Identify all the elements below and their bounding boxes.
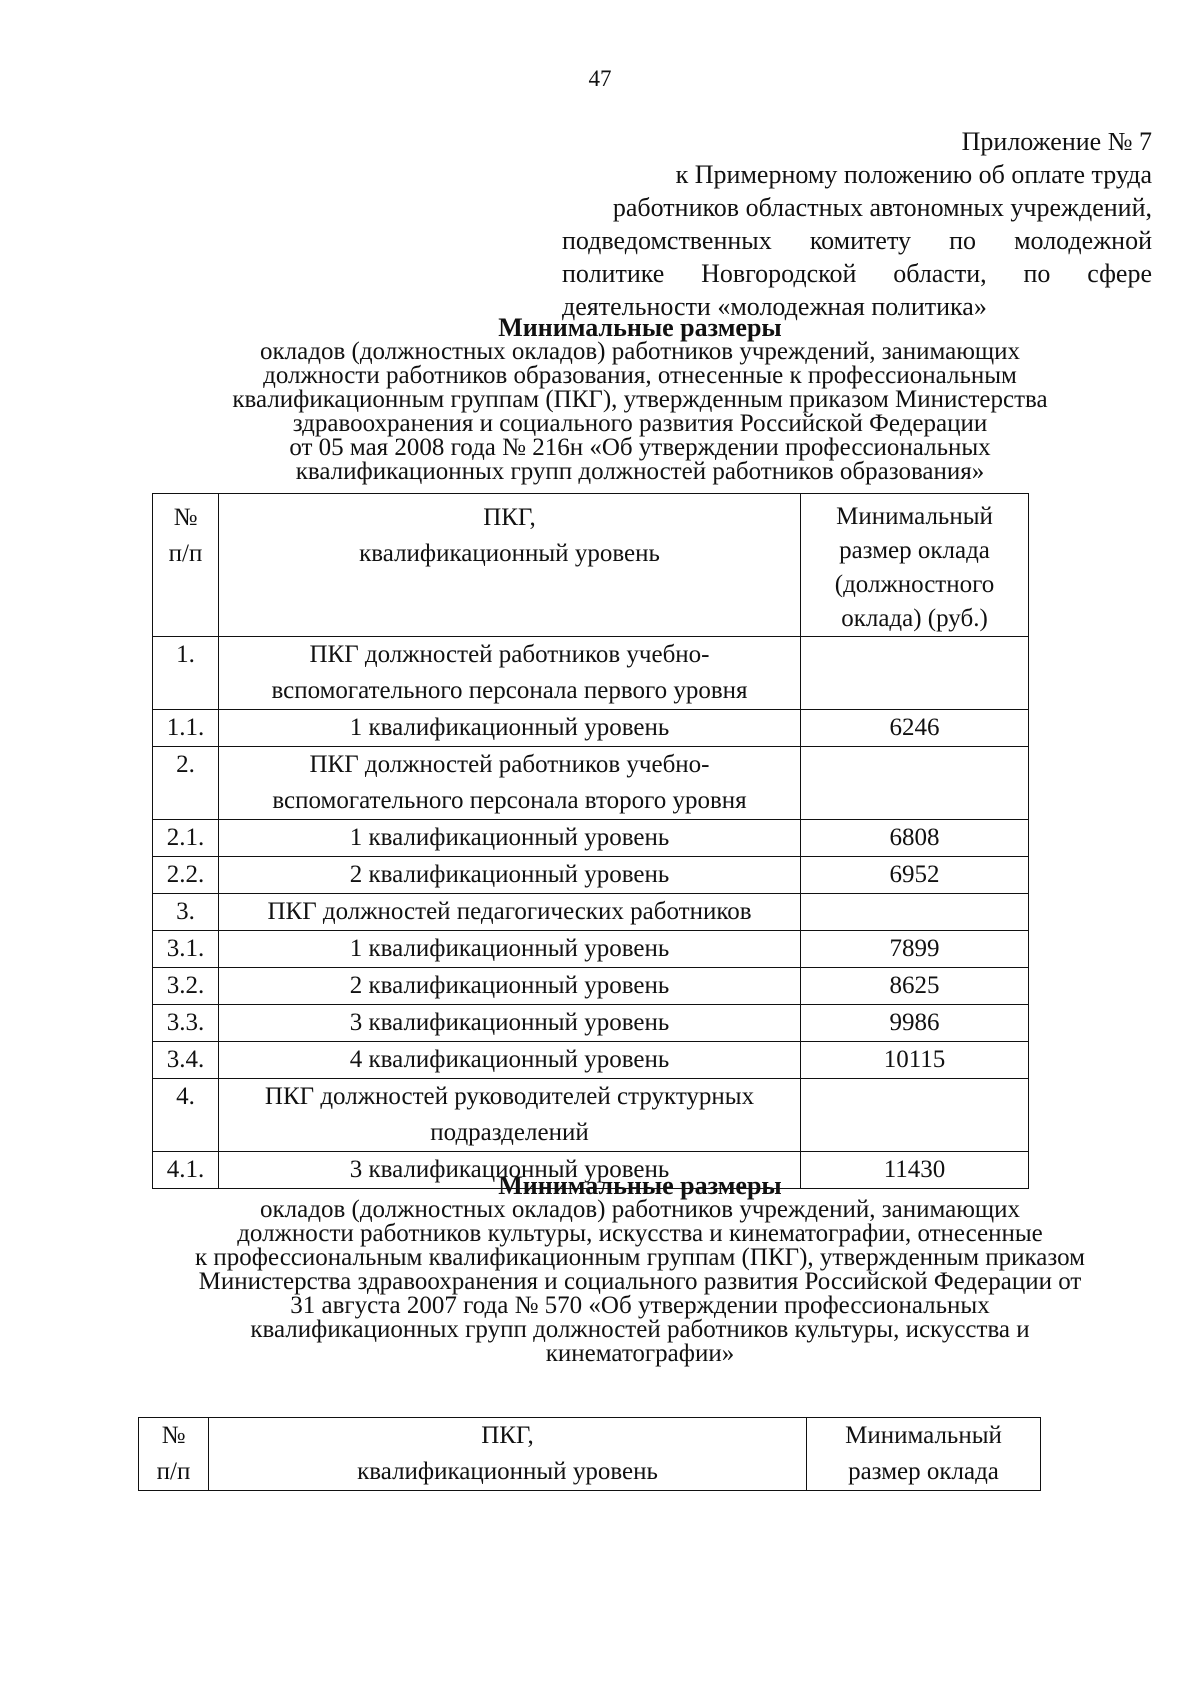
section1-line: от 05 мая 2008 года № 216н «Об утверждении профессиональных: [289, 434, 991, 461]
row-name: [219, 1079, 801, 1152]
table-row: [153, 857, 1029, 894]
table-row: [153, 747, 1029, 820]
row-name-line: ПКГ должностей руководителей структурных: [264, 1083, 755, 1110]
table-row: [153, 968, 1029, 1005]
table2-header-name: [209, 1418, 807, 1491]
appendix-line-text: политике Новгородской области, по сфере: [562, 259, 1152, 288]
header-text: п/п: [168, 540, 203, 567]
section1-title: [150, 313, 1130, 485]
row-name: [219, 894, 801, 931]
row-number: 3.3.: [153, 1005, 219, 1042]
section2-line: квалификационных групп должностей работников культуры, искусства и: [250, 1316, 1030, 1343]
row-name: [219, 857, 801, 894]
row-name-line: подразделений: [430, 1119, 589, 1146]
header-text: квалификационный уровень: [359, 540, 660, 567]
header-text: квалификационный уровень: [357, 1458, 658, 1485]
row-name: [219, 1042, 801, 1079]
row-number: 3.2.: [153, 968, 219, 1005]
header-text: №: [173, 504, 198, 531]
table1-header-row: [153, 494, 1029, 637]
appendix-to: к Примерному положению об оплате труда: [675, 160, 1152, 189]
row-value: [801, 747, 1029, 820]
row-value: 6952: [801, 857, 1029, 894]
row-name: [219, 637, 801, 710]
row-name-line: 4 квалификационный уровень: [349, 1046, 670, 1073]
row-name: [219, 1005, 801, 1042]
header-text: №: [161, 1422, 186, 1449]
table1: [152, 493, 1029, 1189]
row-name-line: 1 квалификационный уровень: [349, 935, 670, 962]
header-text: п/п: [156, 1458, 191, 1485]
table2-header-num: [139, 1418, 209, 1491]
appendix-line: [562, 257, 1152, 290]
row-name-line: 3 квалификационный уровень: [349, 1009, 670, 1036]
table-row: [153, 931, 1029, 968]
row-number: 1.1.: [153, 710, 219, 747]
row-value: [801, 894, 1029, 931]
row-number: 1.: [153, 637, 219, 710]
row-name: [219, 747, 801, 820]
table-row: [153, 1079, 1029, 1152]
row-value: 11430: [801, 1152, 1029, 1189]
row-name-line: 3 квалификационный уровень: [349, 1156, 670, 1183]
row-name: [219, 968, 801, 1005]
table-row: [153, 894, 1029, 931]
section2-heading: Минимальные размеры: [498, 1171, 782, 1200]
table-row: [153, 710, 1029, 747]
row-name-line: вспомогательного персонала второго уровня: [272, 787, 747, 814]
row-number: 4.: [153, 1079, 219, 1152]
section1-line: квалификационным группам (ПКГ), утвержденным приказом Министерства: [232, 386, 1048, 413]
row-number: 3.4.: [153, 1042, 219, 1079]
row-name-line: 1 квалификационный уровень: [349, 824, 670, 851]
row-number: 2.1.: [153, 820, 219, 857]
table2-header-value: [807, 1418, 1041, 1491]
header-text: размер оклада: [848, 1458, 999, 1485]
row-name-line: вспомогательного персонала первого уровня: [271, 677, 748, 704]
row-name-line: 1 квалификационный уровень: [349, 714, 670, 741]
header-text: оклада) (руб.): [841, 605, 988, 632]
row-name-line: 2 квалификационный уровень: [349, 972, 670, 999]
table-row: [153, 637, 1029, 710]
row-name-line: ПКГ должностей работников учебно-: [309, 751, 710, 778]
page-number: 47: [588, 66, 612, 91]
row-number: 3.1.: [153, 931, 219, 968]
appendix-line: деятельности «молодежная политика»: [562, 292, 987, 321]
table1-header-num: [153, 494, 219, 637]
section2-line: окладов (должностных окладов) работников учреждений, занимающих: [260, 1196, 1020, 1223]
header-text: ПКГ,: [481, 1422, 534, 1449]
row-value: [801, 637, 1029, 710]
header-text: размер оклада: [839, 537, 990, 564]
table2: [138, 1417, 1041, 1491]
table-row: [153, 1005, 1029, 1042]
row-number: 4.1.: [153, 1152, 219, 1189]
row-name: [219, 710, 801, 747]
row-number: 3.: [153, 894, 219, 931]
row-name-line: 2 квалификационный уровень: [349, 861, 670, 888]
row-name-line: ПКГ должностей педагогических работников: [267, 898, 752, 925]
table-row: [153, 820, 1029, 857]
appendix-line: [562, 224, 1152, 257]
section1-line: квалификационных групп должностей работников образования»: [295, 458, 985, 485]
appendix-block: [562, 125, 1152, 323]
row-value: 10115: [801, 1042, 1029, 1079]
appendix-line: работников областных автономных учреждений,: [612, 193, 1152, 222]
row-value: 6246: [801, 710, 1029, 747]
section1-line: должности работников образования, отнесенные к профессиональным: [263, 362, 1017, 389]
table-row: [153, 1042, 1029, 1079]
appendix-number: Приложение № 7: [961, 127, 1152, 156]
section1-line: здравоохранения и социального развития Российской Федерации: [292, 410, 988, 437]
section2-line: должности работников культуры, искусства и кинематографии, отнесенные: [237, 1220, 1043, 1247]
row-value: 8625: [801, 968, 1029, 1005]
row-number: 2.: [153, 747, 219, 820]
header-text: Минимальный: [836, 503, 993, 530]
section2-line: 31 августа 2007 года № 570 «Об утверждении профессиональных: [290, 1292, 990, 1319]
section1-line: окладов (должностных окладов) работников учреждений, занимающих: [260, 338, 1020, 365]
section2-title: [150, 1171, 1130, 1367]
section2-line: кинематографии»: [545, 1340, 735, 1367]
row-value: 7899: [801, 931, 1029, 968]
row-name: [219, 931, 801, 968]
row-number: 2.2.: [153, 857, 219, 894]
row-name: [219, 820, 801, 857]
section2-line: Министерства здравоохранения и социального развития Российской Федерации от: [198, 1268, 1082, 1295]
section1-heading: Минимальные размеры: [498, 313, 782, 342]
table1-header-name: [219, 494, 801, 637]
appendix-line-text: подведомственных комитету по молодежной: [562, 226, 1152, 255]
table1-header-value: [801, 494, 1029, 637]
header-text: ПКГ,: [483, 504, 536, 531]
header-text: Минимальный: [845, 1422, 1002, 1449]
header-text: (должностного: [834, 571, 995, 598]
section2-line: к профессиональным квалификационным группам (ПКГ), утвержденным приказом: [195, 1244, 1085, 1271]
row-value: 9986: [801, 1005, 1029, 1042]
row-name-line: ПКГ должностей работников учебно-: [309, 641, 710, 668]
table2-header-row: [139, 1418, 1041, 1491]
row-value: 6808: [801, 820, 1029, 857]
row-value: [801, 1079, 1029, 1152]
table1-body: [153, 637, 1029, 1189]
